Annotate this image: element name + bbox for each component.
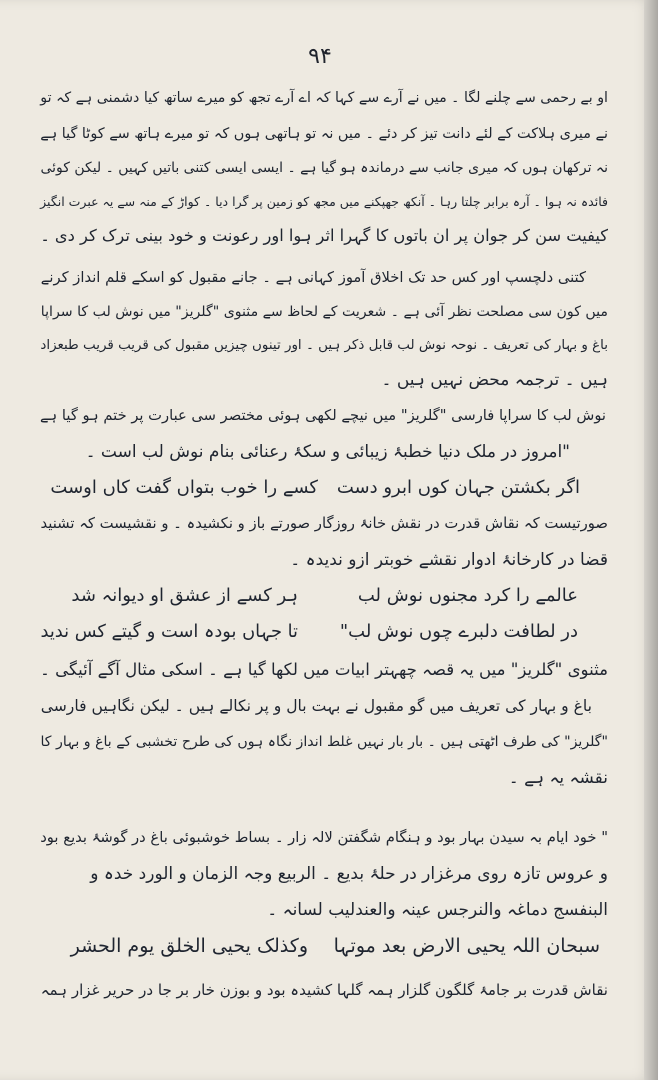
quote-line: و عروس تازہ روی مرغزار در حلۂ بدیع ۔ الربیع وجہ الزمان و الورد خدہ و [90, 864, 608, 884]
text-line: فائدہ نہ ہوا ۔ آرہ برابر چلتا رہا ۔ آنکھ جھپکنے میں مجھ کو زمین پر گرا دیا ۔ کواڑ کے منہ سے یہ عبرت انگیز [40, 194, 608, 209]
verse-right-hemistich: عالمے را کرد مجنوں نوش لب [357, 585, 578, 606]
text-line: نہ ترکھان ہوں کہ میری جانب سے درماندہ ہو گیا ہے ۔ ایسی ایسی کتنی باتیں کہیں ۔ لیکن کوئی [40, 160, 608, 176]
verse-left-hemistich: کسے را خوب بتواں گفت کاں اوست [50, 477, 318, 498]
verse-left-hemistich: ہر کسے از عشق او دیوانہ شد [71, 585, 298, 606]
text-line: نوش لب کا سراپا فارسی "گلریز" میں نیچے لکھی ہوئی مختصر سی عبارت پر ختم ہو گیا ہے [40, 407, 606, 424]
text-line: ہیں ۔ ترجمہ محض نہیں ہیں ۔ [381, 370, 608, 390]
text-line: مثنوی "گلریز" میں یہ قصہ چھہتر ابیات میں لکھا گیا ہے ۔ اسکی مثال آگے آئیگی ۔ [40, 660, 608, 679]
quote-line: "امروز در ملک دنیا خطبۂ زیبائی و سکۂ رعنائی بنام نوش لب است ۔ [85, 442, 570, 462]
text-line: کیفیت سن کر جوان پر ان باتوں کا گہرا اثر ہوا اور رعونت و خود بینی ترک کر دی ۔ [40, 226, 608, 245]
text-line: نے میری ہلاکت کے لئے دانت تیز کر دئے ۔ میں نہ تو ہاتھی ہوں کہ تو میرے ہاتھ سے کوٹا گیا ہے [40, 126, 608, 142]
arabic-verse-right: سبحان اللہ یحیی الارض بعد موتہا [333, 935, 600, 957]
verse-left-hemistich: تا جہاں بودہ است و گیتے کس ندید [40, 621, 298, 642]
text-line: باغ و بہار کی تعریف ۔ نوحہ نوش لب قابل ذکر ہیں ۔ اور تینوں چیزیں مقبول کی قریب قریب طبعزاد [40, 338, 608, 353]
text-line: نقشہ یہ ہے ۔ [508, 768, 608, 788]
text-line: باغ و بہار کی تعریف میں گو مقبول نے بہت بال و پر نکالے ہیں ۔ لیکن نگاہیں فارسی [40, 697, 592, 715]
quote-line: " خود ایام بہ سیدن بہار بود و ہنگام شگفتن لالہ زار ۔ بساط خوشبوئی باغ در گوشۂ بدیع بود [40, 829, 608, 846]
arabic-verse-left: وکذلک یحیی الخلق یوم الحشر [70, 935, 308, 957]
text-line: میں کون سی مصلحت نظر آئی ہے ۔ شعریت کے لحاظ سے مثنوی "گلریز" میں نوش لب کا سراپا [40, 304, 608, 320]
text-line: قضا در کارخانۂ ادوار نقشے خوبتر ازو ندیدہ ۔ [290, 550, 608, 570]
text-line: "گلریز" کی طرف اٹھتی ہیں ۔ بار بار نہیں غلط انداز نگاہ ہوں کی طرح تخشبی کے باغ و بہار کا [40, 734, 608, 750]
quote-line: البنفسج دماغہ والنرجس عینہ والعندلیب لسانہ ۔ [267, 900, 608, 920]
verse-right-hemistich: اگر بکشتن جہان کوں ابرو دست [336, 477, 580, 498]
text-line: صورتیست کہ نقاش قدرت در نقش خانۂ روزگار صورتے باز و نکشیدہ ۔ و نقشیست کہ تشنید [40, 515, 608, 532]
text-line: نقاش قدرت بر جامۂ گلگون گلزار ہمہ گلہا کشیدہ بود و بوزن خار بر جا در حریر غزار ہمہ [40, 981, 608, 999]
verse-right-hemistich: در لطافت دلبرے چوں نوش لب" [339, 621, 578, 642]
text-line: او بے رحمی سے چلنے لگا ۔ میں نے آرے سے کہا کہ اے آرے تجھ کو میرے ساتھ کیا دشمنی ہے کہ تو [40, 90, 608, 106]
page-edge-shadow [644, 0, 658, 1080]
page-number: ۹۴ [308, 44, 332, 69]
text-line: کتنی دلچسپ اور کس حد تک اخلاق آموز کہانی ہے ۔ جانے مقبول کو اسکے قلم انداز کرنے [40, 269, 586, 286]
